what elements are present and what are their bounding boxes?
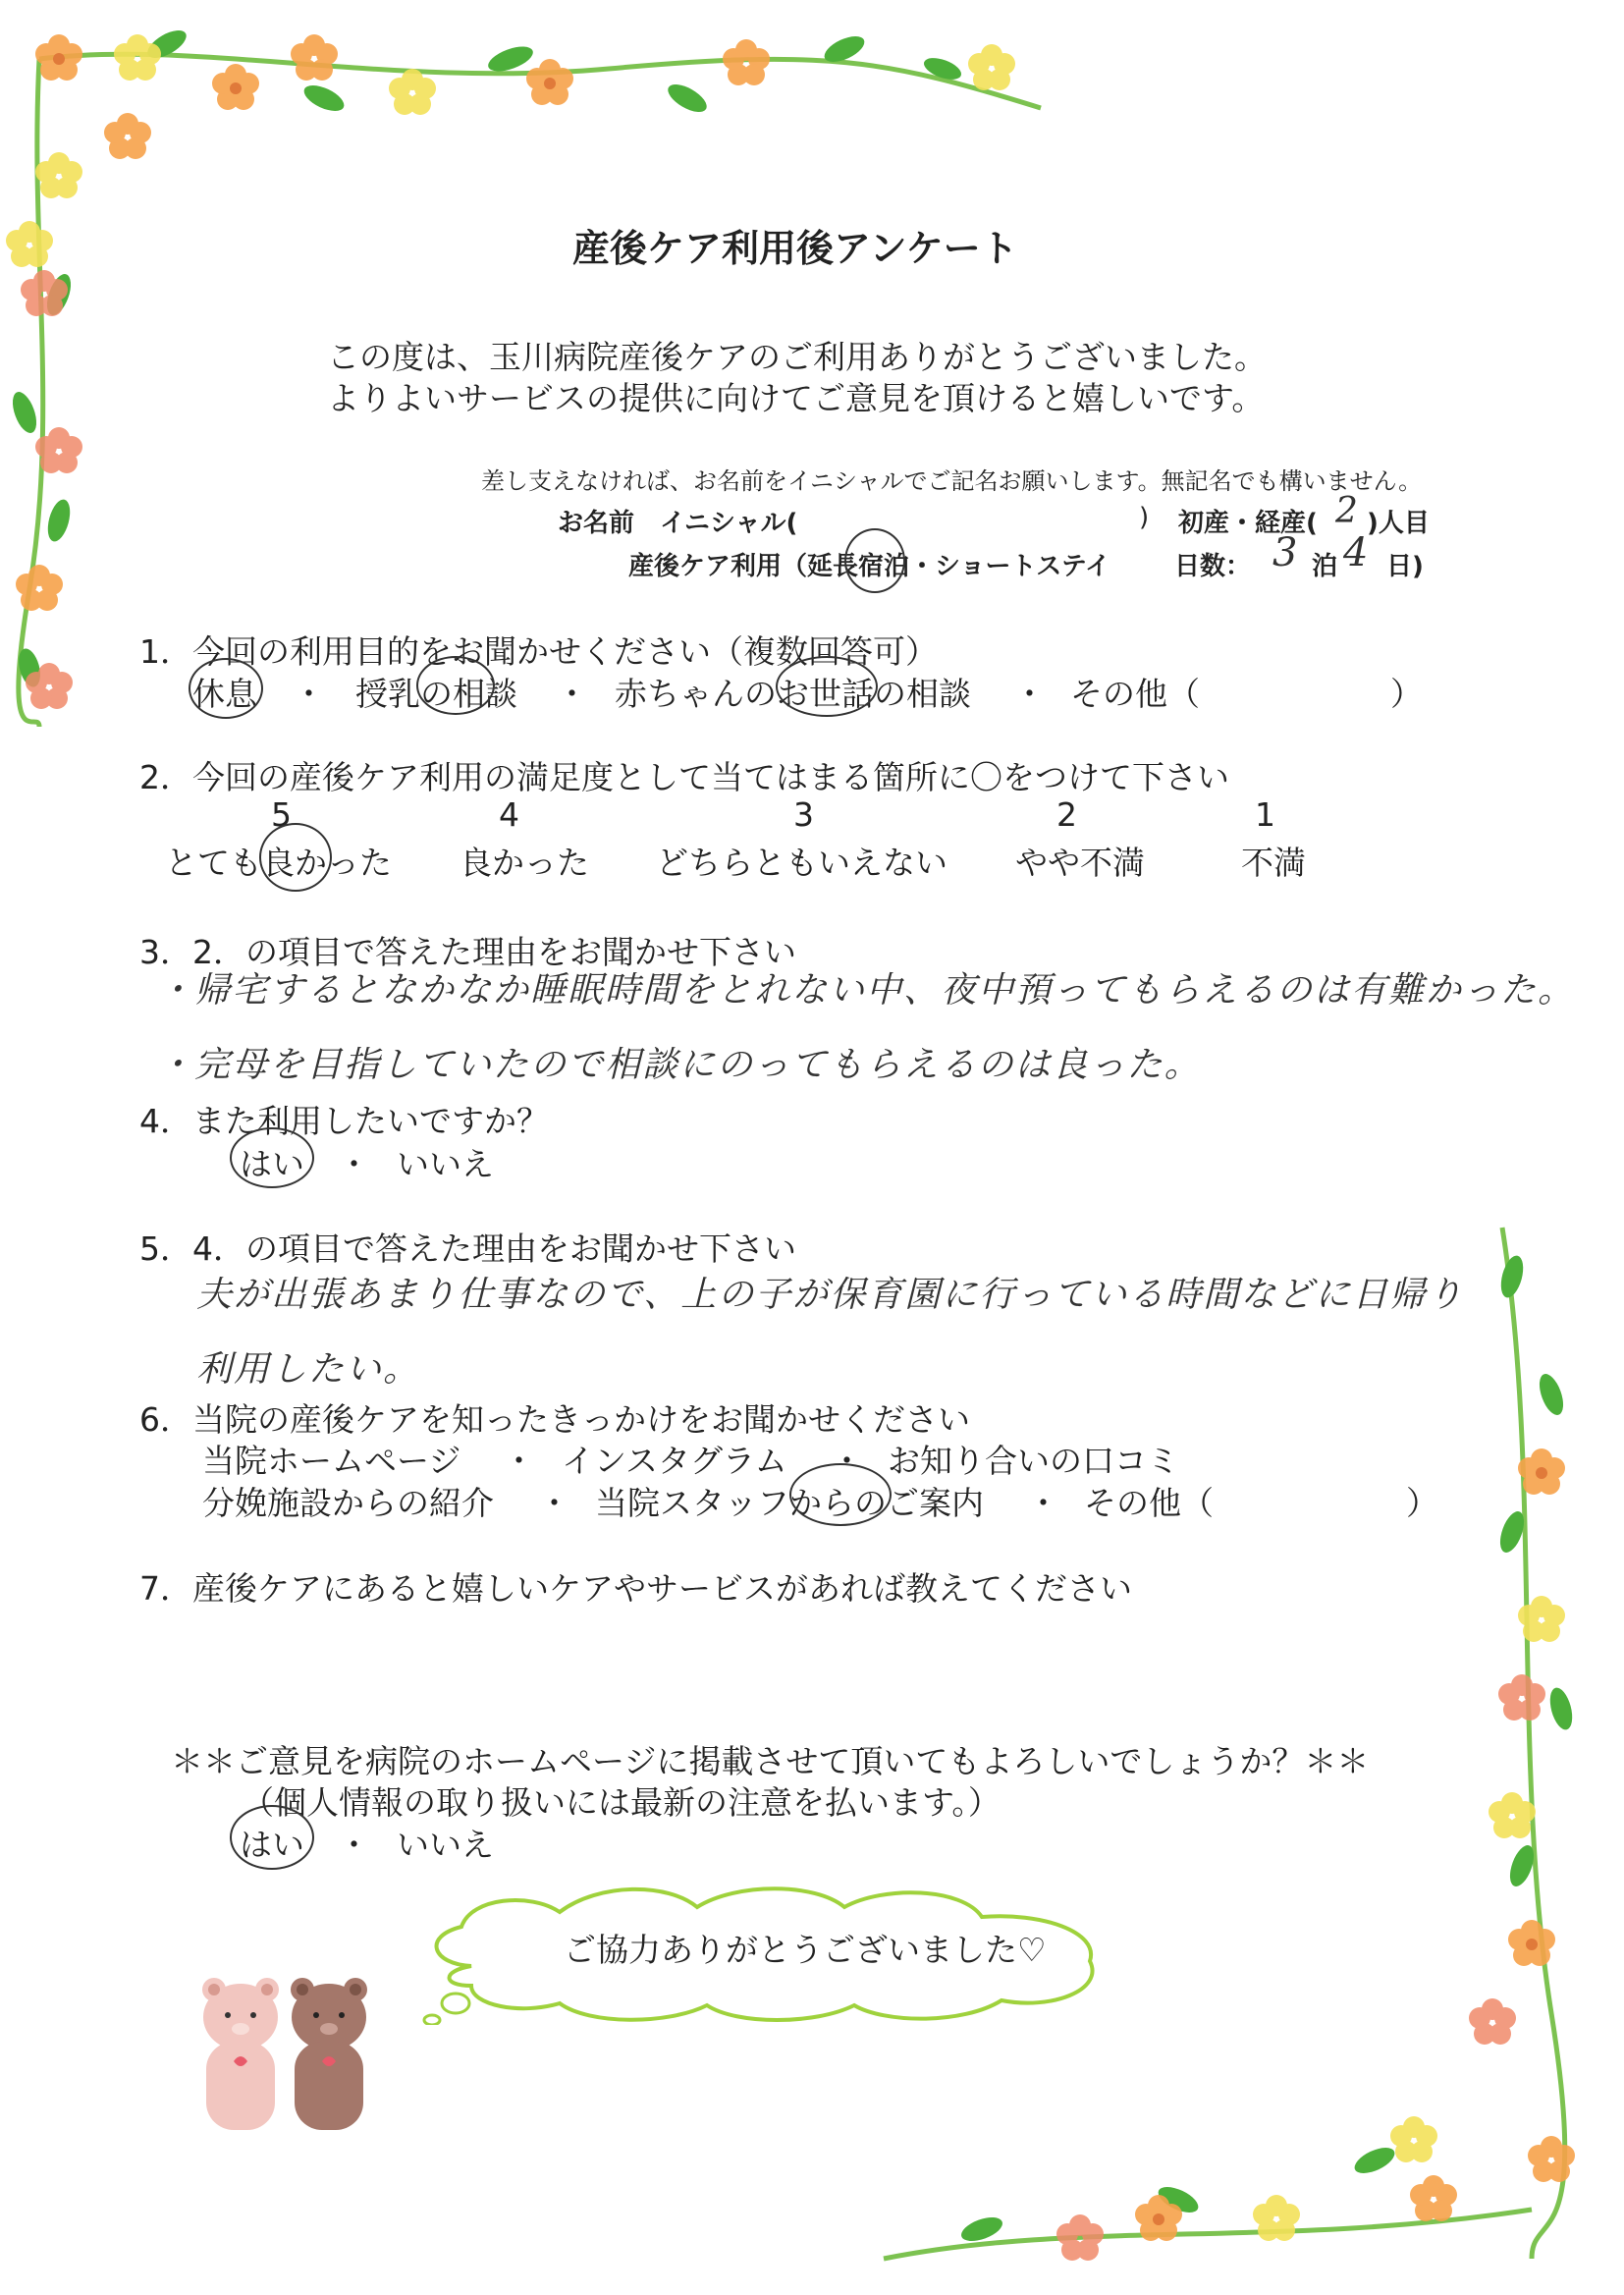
identity-note: 差し支えなければ、お名前をイニシャルでご記名お願いします。無記名でも構いません。 bbox=[481, 467, 1423, 495]
consent-yes: はい bbox=[240, 1826, 304, 1864]
q6-option-other: その他（ bbox=[1084, 1484, 1214, 1522]
name-close: ) bbox=[1139, 503, 1150, 532]
q6-sep-1: ・ bbox=[503, 1442, 535, 1480]
q6-option-instagram: インスタグラム bbox=[562, 1442, 787, 1480]
q1-sep-1: ・ bbox=[293, 675, 325, 713]
q1-option-other-close: ） bbox=[1390, 675, 1423, 713]
q4-yes-circle-mark bbox=[230, 1127, 314, 1188]
q6-sep-2: ・ bbox=[831, 1442, 863, 1480]
consent-question: ＊＊ご意見を病院のホームページに掲載させて頂いてもよろしいでしょうか？＊＊ bbox=[171, 1742, 1370, 1780]
q2-num-4: 4 bbox=[499, 795, 519, 834]
q6-option-other-close: ） bbox=[1406, 1484, 1438, 1522]
q2-label-2: やや不満 bbox=[1015, 844, 1145, 882]
parity-suffix: )人目 bbox=[1367, 509, 1430, 538]
q1-rest-circle-mark bbox=[189, 658, 263, 719]
parity-label: 初産・経産( bbox=[1178, 509, 1318, 538]
q4-yes: はい bbox=[240, 1145, 304, 1183]
q5-answer-line-1: 夫が出張あまり仕事なので、上の子が保育園に行っている時間などに日帰り bbox=[196, 1275, 1465, 1315]
q3-question: 3．2．の項目で答えた理由をお聞かせ下さい bbox=[139, 933, 796, 971]
consent-privacy-note: （個人情報の取り扱いには最新の注意を払います。） bbox=[242, 1783, 1001, 1822]
q3-answer-line-1: ・帰宅するとなかなか睡眠時間をとれない中、夜中預ってもらえるのは有難かった。 bbox=[157, 970, 1576, 1011]
q1-option-feeding: 授乳の相談 bbox=[355, 675, 517, 713]
q6-question: 6．当院の産後ケアを知ったきっかけをお聞かせください bbox=[139, 1400, 970, 1439]
q3-answer-line-2: ・完母を目指していたので相談にのってもらえるのは良った。 bbox=[157, 1045, 1202, 1085]
days-unit: 日) bbox=[1386, 552, 1424, 581]
usage-label: 産後ケア利用（延長宿泊・ショートステイ bbox=[628, 552, 1110, 581]
name-label: お名前 イニシャル( bbox=[558, 509, 798, 538]
intro-line-2: よりよいサービスの提供に向けてご意見を頂けると嬉しいです。 bbox=[327, 379, 1265, 417]
days-value: 4 bbox=[1343, 530, 1371, 575]
q2-num-5: 5 bbox=[271, 795, 292, 834]
q2-num-3: 3 bbox=[793, 795, 814, 834]
q6-option-website: 当院ホームページ bbox=[202, 1442, 461, 1480]
q6-option-staff: 当院スタッフからのご案内 bbox=[595, 1484, 984, 1522]
q7-question: 7．産後ケアにあると嬉しいケアやサービスがあれば教えてください bbox=[139, 1569, 1132, 1608]
q6-option-referral: 分娩施設からの紹介 bbox=[202, 1484, 494, 1522]
q2-question: 2．今回の産後ケア利用の満足度として当てはまる箇所に〇をつけて下さい bbox=[139, 758, 1229, 796]
q2-label-4: 良かった bbox=[460, 844, 589, 882]
nights-value: 3 bbox=[1272, 530, 1300, 575]
q2-num-1: 1 bbox=[1255, 795, 1275, 834]
q6-staff-circle-mark bbox=[789, 1463, 892, 1526]
q1-option-babycare: 赤ちゃんのお世話の相談 bbox=[615, 675, 971, 713]
intro-line-1: この度は、玉川病院産後ケアのご利用ありがとうございました。 bbox=[327, 338, 1267, 376]
q5-question: 5．4．の項目で答えた理由をお聞かせ下さい bbox=[139, 1229, 796, 1268]
thanks-message: ご協力ありがとうございました♡ bbox=[564, 1931, 1047, 1969]
q2-label-3: どちらともいえない bbox=[656, 844, 947, 882]
days-label: 日数： bbox=[1174, 552, 1252, 581]
q1-feeding-circle-mark bbox=[416, 656, 495, 715]
consent-yes-circle-mark bbox=[230, 1805, 314, 1870]
q6-sep-3: ・ bbox=[538, 1484, 570, 1522]
q5-answer-line-2: 利用したい。 bbox=[196, 1349, 421, 1390]
q2-num-2: 2 bbox=[1056, 795, 1077, 834]
q6-option-wordofmouth: お知り合いの口コミ bbox=[888, 1442, 1179, 1480]
q2-label-1: 不満 bbox=[1241, 844, 1306, 882]
parity-value: 2 bbox=[1335, 491, 1360, 531]
q4-sep: ・ bbox=[338, 1145, 370, 1183]
q4-question: 4．また利用したいですか？ bbox=[139, 1102, 549, 1140]
bears-illustration bbox=[187, 1968, 383, 2135]
usage-circle-mark bbox=[844, 528, 905, 593]
q1-babycare-circle-mark bbox=[776, 656, 878, 717]
consent-sep: ・ bbox=[338, 1826, 370, 1864]
q1-question: 1．今回の利用目的をお聞かせください（複数回答可） bbox=[139, 632, 938, 671]
q1-sep-3: ・ bbox=[1013, 675, 1046, 713]
nights-unit: 泊 bbox=[1312, 552, 1338, 581]
q4-no: いいえ bbox=[397, 1145, 494, 1183]
q2-label-5: とても良かった bbox=[165, 844, 392, 882]
q2-selected-circle-mark bbox=[259, 823, 332, 892]
consent-no: いいえ bbox=[397, 1826, 494, 1864]
q1-sep-2: ・ bbox=[556, 675, 588, 713]
q1-option-rest: 休息 bbox=[192, 675, 257, 713]
q6-sep-4: ・ bbox=[1027, 1484, 1059, 1522]
page-title: 産後ケア利用後アンケート bbox=[572, 227, 1018, 270]
q1-option-other: その他（ bbox=[1070, 675, 1200, 713]
